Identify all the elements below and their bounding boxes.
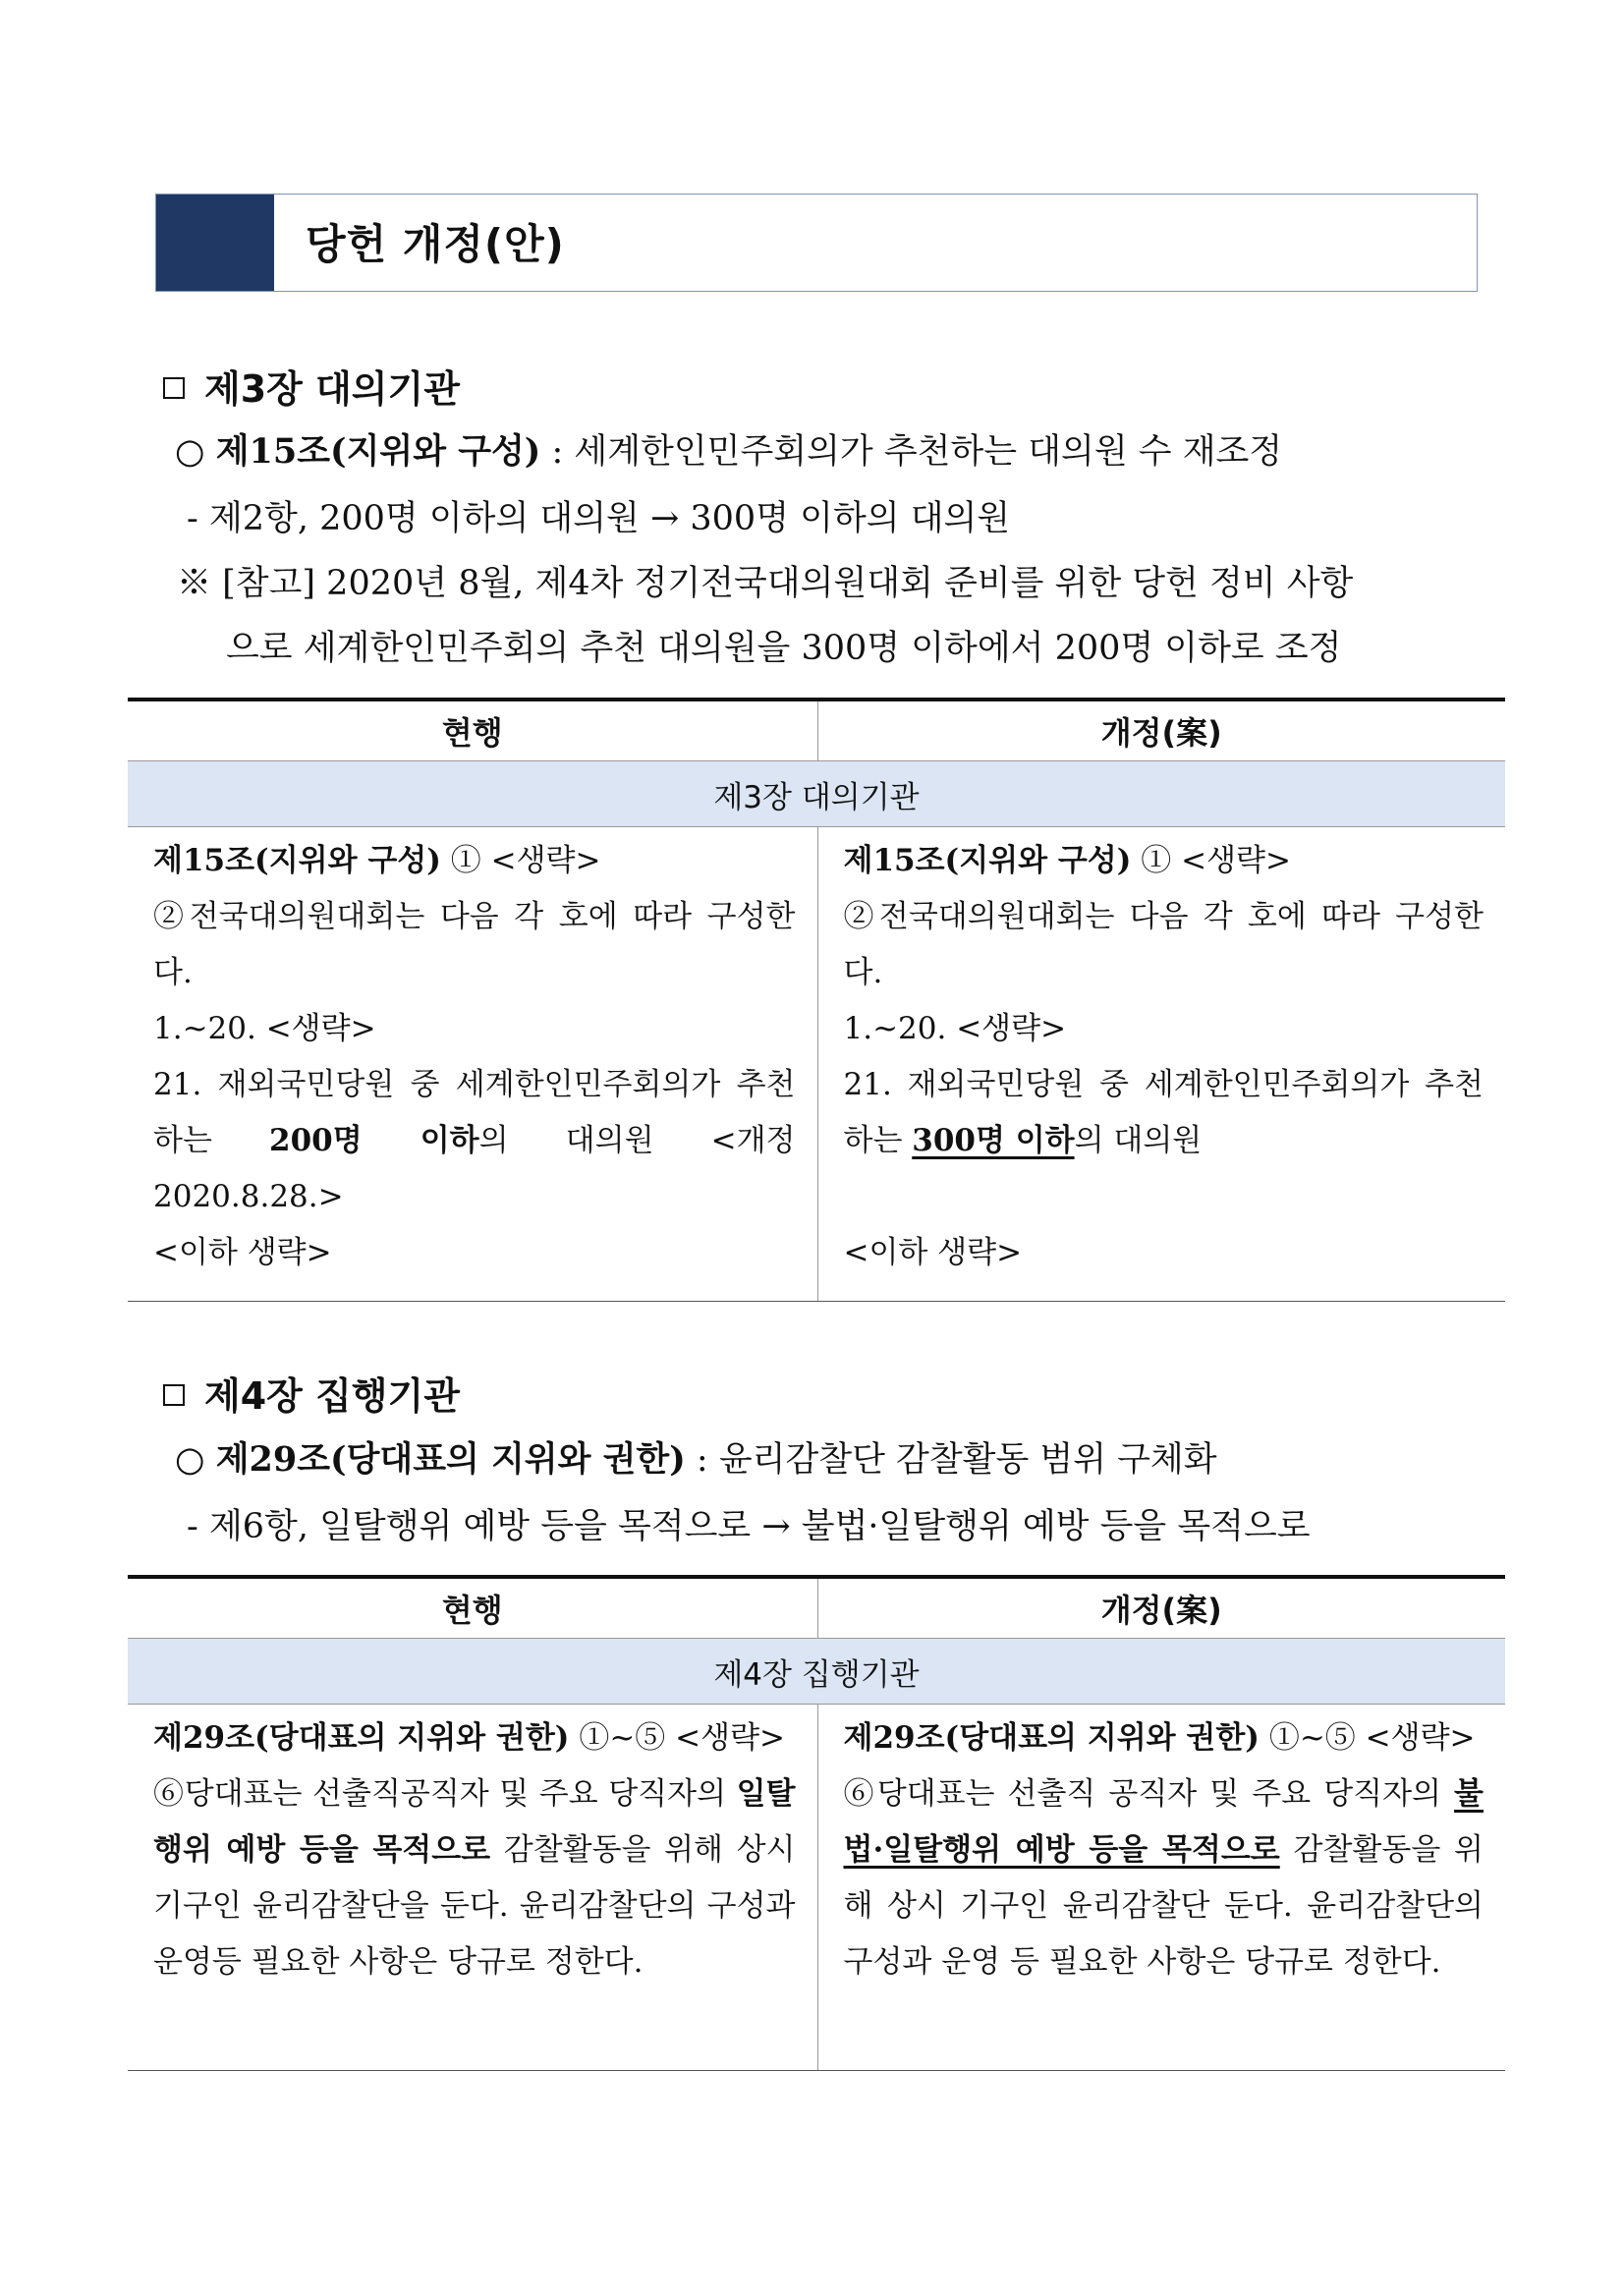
article-name: 제15조(지위와 구성)	[153, 843, 441, 878]
highlight-text: 200명 이하	[269, 1123, 479, 1158]
highlight-text: 불법·일탈행위 예방 등을 목적으로	[843, 1776, 1484, 1868]
title-box	[155, 194, 1478, 292]
title-accent-block	[156, 195, 274, 291]
checkbox-square-icon	[163, 1384, 185, 1406]
page-title: 당헌 개정(안)	[306, 220, 565, 268]
note-line-1: ※ [참고] 2020년 8월, 제4차 정기전국대의원대회 준비를 위한 당헌 정비 사항	[177, 564, 1354, 603]
article-name: 제29조(당대표의 지위와 권한)	[153, 1720, 570, 1756]
text-post: 감찰활동을 위해 상시기구인 윤리감찰단을 둔다. 윤리감찰단의 구성과 운영등 필요한 사항은 당규로 정한다.	[153, 1832, 796, 1980]
col-header-current: 현행	[128, 1577, 817, 1639]
article-name: 제15조(지위와 구성)	[843, 843, 1132, 878]
text-pre: ⑥당대표는 선출직 공직자 및 주요 당직자의	[843, 1776, 1455, 1812]
checkbox-square-icon	[163, 377, 185, 399]
article-title: 제15조(지위와 구성)	[215, 431, 541, 472]
section-heading-ch3	[163, 359, 460, 413]
paragraph-3: 1.~20. <생략>	[153, 1011, 376, 1046]
col-header-current: 현행	[128, 700, 817, 761]
text-pre: 21. 재외국민당원 중 세계한인민주회의가 추천하는	[843, 1067, 1484, 1158]
article-name: 제29조(당대표의 지위와 권한)	[843, 1720, 1260, 1756]
highlight-text: 300명 이하	[912, 1123, 1075, 1158]
article-summary-29	[175, 1432, 1217, 1482]
change-summary-15: - 제2항, 200명 이하의 대의원 → 300명 이하의 대의원	[187, 499, 1011, 538]
circle-bullet-icon: ○	[175, 432, 205, 472]
chapter-row: 제4장 집행기관	[128, 1639, 1505, 1705]
section-heading-text: 제3장 대의기관	[204, 367, 460, 411]
paragraph-21	[844, 1057, 1484, 1169]
highlight-text: 일탈행위 예방 등을 목적으로	[153, 1776, 796, 1868]
paragraph-3: 1.~20. <생략>	[843, 1011, 1067, 1046]
comparison-table-ch3	[128, 698, 1505, 1302]
comparison-table-ch4	[128, 1575, 1505, 2071]
paragraph-21	[153, 1057, 796, 1225]
note-line-2: 으로 세계한인민주회의 추천 대의원을 300명 이하에서 200명 이하로 조정	[226, 629, 1342, 668]
article-clause: ① <생략>	[440, 843, 601, 878]
paragraph-6	[844, 1766, 1484, 1990]
revised-text-cell	[817, 827, 1505, 1302]
text-post: 의 대의원	[1074, 1123, 1203, 1158]
paragraph-rest: <이하 생략>	[843, 1235, 1023, 1270]
article-clause: ①~⑤ <생략>	[569, 1720, 785, 1756]
article-summary-15	[175, 424, 1282, 474]
chapter-row: 제3장 대의기관	[128, 761, 1505, 827]
revised-text-cell	[817, 1705, 1505, 2071]
text-post: 감찰활동을 위해 상시 기구인 윤리감찰단 둔다. 윤리감찰단의 구성과 운영 등 필요한 사항은 당규로 정한다.	[843, 1832, 1484, 1980]
paragraph-2: ②전국대의원대회는 다음 각 호에 따라 구성한다.	[153, 899, 796, 990]
col-header-revised: 개정(案)	[817, 1577, 1505, 1639]
article-clause: ①~⑤ <생략>	[1259, 1720, 1476, 1756]
text-pre: ⑥당대표는 선출직공직자 및 주요 당직자의	[153, 1776, 737, 1812]
paragraph-2: ②전국대의원대회는 다음 각 호에 따라 구성한다.	[843, 899, 1484, 990]
text-pre: 21. 재외국민당원 중 세계한인민주회의가 추천하는	[153, 1067, 796, 1158]
article-desc: : 세계한인민주회의가 추천하는 대의원 수 재조정	[540, 432, 1283, 472]
paragraph-6	[153, 1766, 796, 1990]
circle-bullet-icon: ○	[175, 1440, 205, 1480]
section-heading-text: 제4장 집행기관	[204, 1374, 460, 1418]
article-desc: : 윤리감찰단 감찰활동 범위 구체화	[685, 1440, 1217, 1480]
paragraph-rest: <이하 생략>	[153, 1235, 332, 1270]
current-text-cell	[128, 827, 817, 1302]
current-text-cell	[128, 1705, 817, 2071]
col-header-revised: 개정(案)	[817, 700, 1505, 761]
section-heading-ch4	[163, 1366, 460, 1420]
article-title: 제29조(당대표의 지위와 권한)	[215, 1439, 686, 1480]
change-summary-29: - 제6항, 일탈행위 예방 등을 목적으로 → 불법·일탈행위 예방 등을 목적으로	[187, 1507, 1311, 1546]
text-post: 의 대의원 <개정 2020.8.28.>	[153, 1123, 796, 1214]
article-clause: ① <생략>	[1131, 843, 1291, 878]
